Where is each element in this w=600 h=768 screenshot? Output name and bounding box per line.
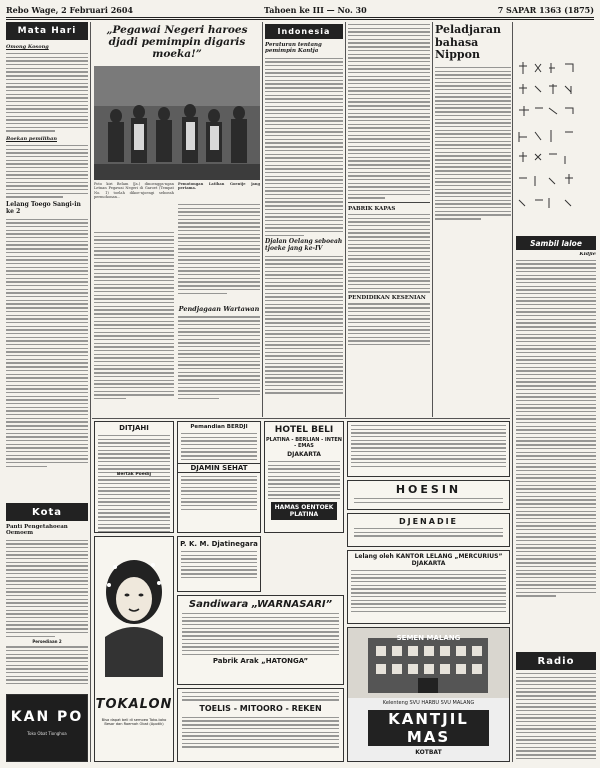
headline-kesenian: PENDIDIKAN KESENIAN: [348, 295, 426, 302]
photo-caption-right: [178, 182, 260, 202]
subhead-panti-pengetahoean: Panti Pengetahoean Oemoem: [6, 524, 68, 537]
ad-tokalon-title: TOKALON: [95, 697, 173, 712]
main-photo: [94, 66, 260, 180]
ad-djenadie-title: DJENADIE: [398, 517, 459, 526]
ad-hotel-beli-title: HOTEL BELI: [274, 425, 334, 435]
photo-caption-right-text: Pemotongan Latihan Goentje jang pertama.: [178, 182, 260, 191]
indonesia-column: [265, 24, 343, 417]
ad-kanpo: [6, 694, 88, 762]
kota-column: [6, 524, 88, 684]
main-article-col1: [94, 232, 174, 417]
ad-hamas-box: HAMAS OENTOEK PLATINA: [271, 502, 337, 520]
main-article-text2: [178, 204, 260, 294]
ad-hoesin: [347, 480, 510, 510]
ad-kantor-lelang-text: [351, 570, 506, 612]
ad-pemandian-title: Pemandian BERDJI: [190, 424, 248, 430]
masthead-issue: Tahoen ke III — No. 30: [264, 5, 367, 15]
ad-pk-text: [181, 551, 257, 578]
ad-djenadie: [347, 513, 510, 547]
ad-pk-djatinegara-title: P. K. M. Djatinegara: [180, 540, 258, 548]
main-article-col2: [178, 204, 260, 304]
bertak-poedij: [94, 472, 174, 482]
article-lelang: [6, 219, 88, 467]
nippon-kana-column: [515, 60, 595, 230]
ad-warnasari: [177, 595, 344, 685]
column-four: [348, 24, 430, 417]
photo-caption-left-text: Poto kiri Belam (Ja.) dinoengga-ngan Letnan Pegawai Negeri di Garoet (Tempat No. 1) toelah dikoe-njoengi seboeah permohonan...: [94, 182, 174, 200]
headline-nippon-lesson: Peladjaran bahasa Nippon: [435, 24, 501, 62]
article-nippon-lesson: [435, 67, 511, 220]
main-article-text1: [94, 232, 174, 399]
ad-notice-top-text: [351, 425, 506, 467]
main-headline: „Pegawai Negeri haroes djadi pemimpin digaris moeka!”: [106, 24, 248, 61]
photo-caption-left: [94, 182, 174, 230]
ad-warnasari-text: [182, 613, 339, 655]
ad-pemandian: [177, 421, 261, 533]
article-persediaan: [6, 646, 88, 684]
subhead-persediaan: Persediaan 2: [32, 639, 62, 645]
ad-toelis-title: TOELIS - MITOORO - REKEN: [199, 703, 322, 713]
ad-pemandian-text: [181, 433, 257, 460]
ad-djamin-text: [181, 476, 257, 511]
ad-kantor-lelang: [347, 550, 510, 624]
ad-kantor-lelang-title: Lelang oleh KANTOR LELANG „MERCURIUS” DJAKARTA: [354, 553, 503, 567]
radio-column: [516, 673, 596, 763]
section-mata-hari: Mata Hari: [6, 22, 88, 40]
ad-ditjahi-title: DITJAHI: [119, 424, 149, 432]
pendjagaan-article: [178, 306, 260, 417]
masthead: [6, 4, 594, 16]
ad-notice-top: [347, 421, 510, 477]
ad-kantjil-title: KANTJIL MAS: [368, 710, 489, 746]
article-peraturan: [265, 58, 343, 236]
ad-kanpo-title: KAN PO: [10, 709, 84, 725]
article-kesenian: [348, 303, 430, 345]
ad-hotel-beli: [264, 421, 344, 533]
ad-kanpo-sub: Toko Obat Tionghoa: [27, 731, 67, 736]
ad-hoesin-title: HOESIN: [395, 483, 462, 496]
section-kota: Kota: [6, 503, 88, 521]
headline-pendjagaan-wartawan: Pendjagaan Wartawan: [178, 306, 260, 313]
ad-hotel-beli-text: [268, 461, 340, 499]
ad-djenadie-text: [354, 528, 503, 537]
article-djalan-oelang: [265, 256, 343, 394]
sambil-laloe-byline: Kidjie: [579, 252, 596, 257]
main-photo-image: [94, 66, 260, 180]
article-pabrik-kapas: [348, 214, 430, 293]
radio-listing: [516, 673, 596, 759]
subhead-boekan-pemilihan: Boekan pemilihan: [6, 135, 57, 142]
article-omong-kosong: [6, 53, 88, 132]
ad-kantjil-sub: Kelenteng SVU HARBU SVU MALANG: [382, 700, 475, 706]
article-boekan-pemilihan: [6, 145, 88, 198]
headline-djalan-oelang: Djalan Oelang seboeah tjoeke jang ke-IV: [265, 238, 343, 252]
sambil-laloe-text: [516, 260, 596, 597]
ad-kotbat: KOTBAT: [415, 749, 442, 756]
ad-toelis-text-top: [182, 692, 339, 701]
ad-toelis: [177, 688, 344, 762]
headline-pabrik-kapas: PABRIK KAPAS: [348, 205, 396, 212]
subhead-omong-kosong: Omong Kosong: [6, 44, 49, 50]
ad-warnasari-title: Sandiwara „WARNASARI”: [188, 599, 333, 610]
article-panti: [6, 540, 88, 637]
ad-semen-malang: SEMEN MALANG: [396, 634, 461, 642]
headline-peraturan-kantja: Peraturan tentang pemimpin Kantja: [265, 42, 322, 55]
ad-kantjil-mas: [347, 627, 510, 762]
col4-text-top: [348, 24, 430, 199]
ad-hotel-beli-city: DJAKARTA: [287, 451, 321, 458]
ad-hotel-beli-sub: PLATINA - BERLIAN - INTEN - EMAS: [265, 437, 342, 449]
ad-tokalon: [94, 536, 174, 762]
masthead-date: Rebo Wage, 2 Februari 2604: [6, 5, 133, 15]
subhead-bertak: Bertak Poedij: [116, 472, 152, 477]
kana-glyphs: [515, 60, 595, 230]
ad-ditjahi-text: [98, 435, 170, 532]
ad-toelis-text: [182, 717, 339, 748]
ad-pabrik-arak: Pabrik Arak „HATONGA”: [212, 657, 309, 666]
sambil-laloe-column: [516, 252, 596, 652]
section-sambil-laloe: Sambil laloe: [516, 236, 596, 250]
tokalon-portrait: [95, 537, 173, 697]
ad-tokalon-sub: Bisa dapat beli di semoea Toko-toko Besar dan Roemah Obat (Apotik): [101, 718, 167, 727]
ad-pk-djatinegara: [177, 536, 261, 592]
ad-hoesin-text: [354, 498, 503, 503]
pendjagaan-text: [178, 316, 260, 399]
masthead-calendar: 7 SAPAR 1363 (1875): [497, 5, 594, 15]
headline-lelang-toegoe: Lelang Toego Sangi-in ke 2: [6, 200, 81, 215]
section-indonesia: Indonesia: [265, 24, 343, 39]
main-headline-box: [94, 24, 260, 66]
section-radio: Radio: [516, 652, 596, 670]
nippon-lesson-column: [435, 24, 511, 229]
ad-djamin-sehat: DJAMIN SEHAT: [178, 463, 260, 473]
